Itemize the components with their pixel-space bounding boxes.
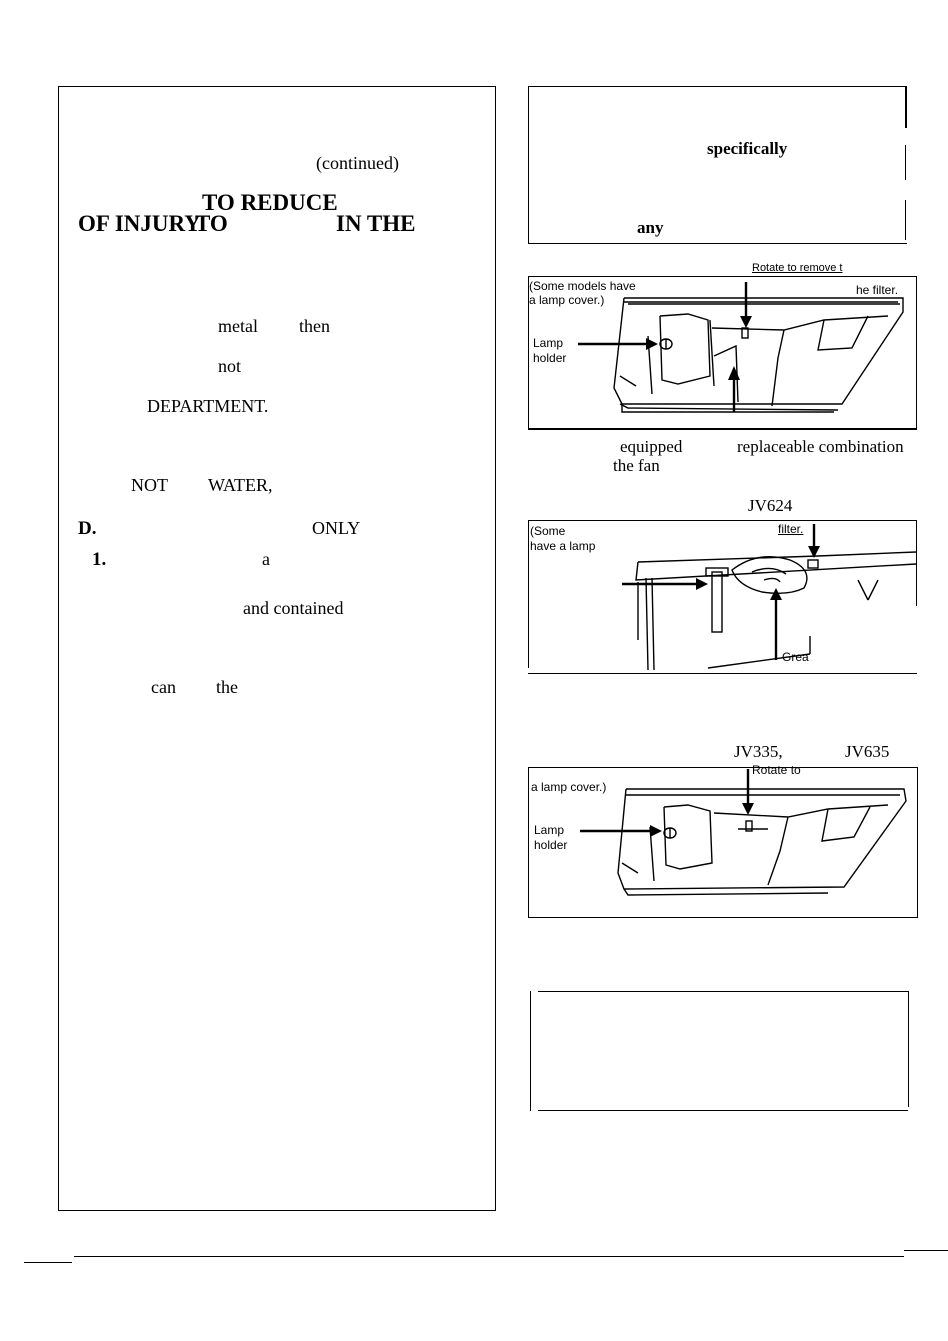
word-equipped: equipped — [620, 437, 683, 456]
note-box-right-rule — [908, 991, 909, 1107]
note-box-left-rule — [530, 991, 531, 1111]
notice-box-right-rule-b — [905, 145, 906, 180]
word-the: the — [216, 677, 238, 697]
heading-to-reduce: TO REDUCE — [202, 190, 338, 215]
fig2-hood-illustration — [528, 520, 917, 673]
heading-of-injury: OF INJURY — [78, 211, 201, 236]
continued-label: (continued) — [316, 153, 399, 173]
notice-box-right-rule-a — [905, 86, 907, 128]
fig2-filter-label: filter. — [778, 522, 804, 536]
word-a: a — [262, 549, 270, 569]
notice-box-bottom-rule — [528, 243, 907, 244]
word-replaceable-combination: replaceable combination — [737, 437, 904, 456]
footer-rule — [74, 1256, 904, 1257]
word-specifically: specifically — [707, 139, 788, 158]
footer-rule-left-fragment — [24, 1262, 72, 1263]
safety-instructions-panel — [58, 86, 496, 1211]
fig3-lamp-label-line2: holder — [534, 838, 568, 852]
fig1-lamp-label-line2: holder — [533, 351, 567, 365]
fig1-hood-illustration — [528, 276, 917, 429]
model-jv624: JV624 — [748, 496, 793, 515]
fig1-lamp-label-line1: Lamp — [533, 336, 564, 350]
fig2-lamp-cover-note-line1: (Some — [530, 524, 566, 538]
fig3-lamp-cover-note: a lamp cover.) — [531, 780, 607, 794]
item-1-marker: 1. — [92, 549, 107, 570]
word-department: DEPARTMENT. — [147, 396, 269, 416]
word-not-caps: NOT — [131, 475, 168, 495]
footer-rule-right-fragment — [904, 1250, 948, 1251]
fig2-lamp-cover-note-line2: have a lamp — [530, 539, 596, 553]
word-only: ONLY — [312, 518, 361, 538]
heading-in-the: IN THE — [336, 211, 416, 236]
note-box-top-rule — [538, 991, 908, 992]
word-and-contained: and contained — [243, 598, 344, 618]
word-water: WATER, — [208, 475, 273, 495]
model-jv635: JV635 — [845, 742, 890, 761]
caption1-top-rule — [528, 429, 917, 430]
notice-box-left-rule — [528, 86, 529, 244]
fig1-lamp-cover-note-line2: a lamp cover.) — [529, 293, 605, 307]
fig2-grease-label: Grea — [782, 650, 809, 664]
fig3-hood-illustration — [528, 767, 918, 918]
fig1-lamp-cover-note-line1: (Some models have — [529, 279, 636, 293]
word-not: not — [218, 356, 242, 376]
model-jv335: JV335, — [734, 742, 783, 761]
fig3-lamp-label-line1: Lamp — [534, 823, 565, 837]
note-box-bottom-rule — [538, 1110, 908, 1111]
fig2-bottom-rule — [528, 673, 917, 674]
fig3-rotate-label: Rotate to — [752, 763, 801, 777]
word-metal: metal — [218, 316, 258, 336]
word-then: then — [299, 316, 330, 336]
notice-box-right-rule-c — [905, 200, 906, 240]
fig1-filter-label: he filter. — [856, 283, 899, 297]
heading-to: TO — [195, 211, 228, 236]
word-the-fan: the fan — [613, 456, 660, 475]
fig1-rotate-label: Rotate to remove t — [752, 262, 843, 274]
notice-box-top-rule — [528, 86, 907, 87]
item-d-marker: D. — [78, 518, 97, 539]
word-can: can — [151, 677, 176, 697]
word-any: any — [637, 218, 664, 237]
